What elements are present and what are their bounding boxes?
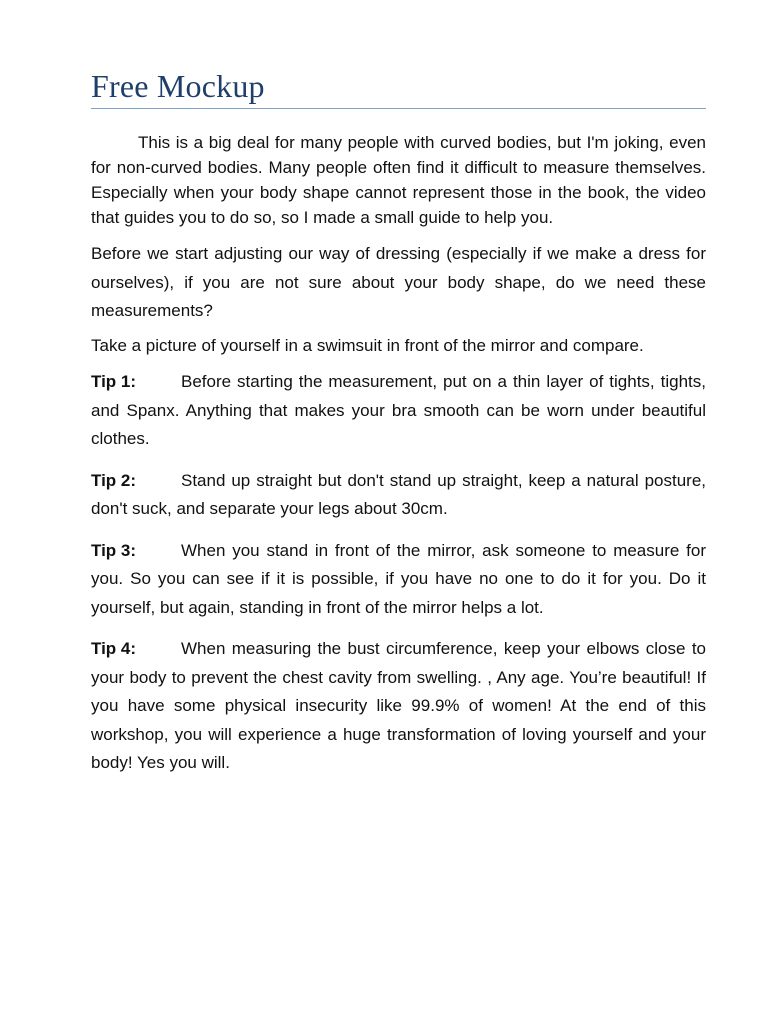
tip-3-text: When you stand in front of the mirror, ask someone to measure for you. So you can see if it is possible, if you have no one to do it for you. Do it yourself, but again, standing in front of the mirror helps a lot. [91, 540, 706, 617]
tip-1-paragraph [91, 368, 706, 454]
tip-4-label: Tip 4: [91, 639, 137, 658]
document-title: Free Mockup [91, 68, 265, 104]
intro-paragraph-3: Take a picture of yourself in a swimsuit in front of the mirror and compare. [91, 335, 644, 355]
intro-paragraph-2: Before we start adjusting our way of dressing (especially if we make a dress for ourselves), if you are not sure about your body shape, do we need these measurements? [91, 244, 706, 320]
tip-2-paragraph [91, 467, 706, 524]
tip-4-text: When measuring the bust circumference, keep your elbows close to your body to prevent the chest cavity from swelling. , Any age. You’re beautiful! If you have some physical insecurity like 99.9% of women! At the end of this workshop, you will experience a huge transformation of loving yourself and your body! Yes you will. [91, 639, 706, 772]
tip-3-paragraph [91, 537, 706, 623]
tip-2-label: Tip 2: [91, 470, 137, 490]
title-underline [91, 108, 706, 109]
tip-1-text: Before starting the measurement, put on a thin layer of tights, tights, and Spanx. Anything that makes your bra smooth can be worn under beautiful clothes. [91, 372, 706, 448]
document-page [91, 0, 706, 791]
tip-1-label: Tip 1: [91, 372, 137, 391]
tip-4-paragraph [91, 635, 706, 778]
tip-2-text: Stand up straight but don't stand up straight, keep a natural posture, don't suck, and separate your legs about 30cm. [91, 470, 706, 518]
intro-paragraph-1: This is a big deal for many people with curved bodies, but I'm joking, even for non-curved bodies. Many people often find it difficult to measure themselves. Especially when your body shape cannot represent those in the book, the video that guides you to do so, so I made a small guide to help you. [91, 133, 706, 227]
tip-3-label: Tip 3: [91, 540, 137, 560]
